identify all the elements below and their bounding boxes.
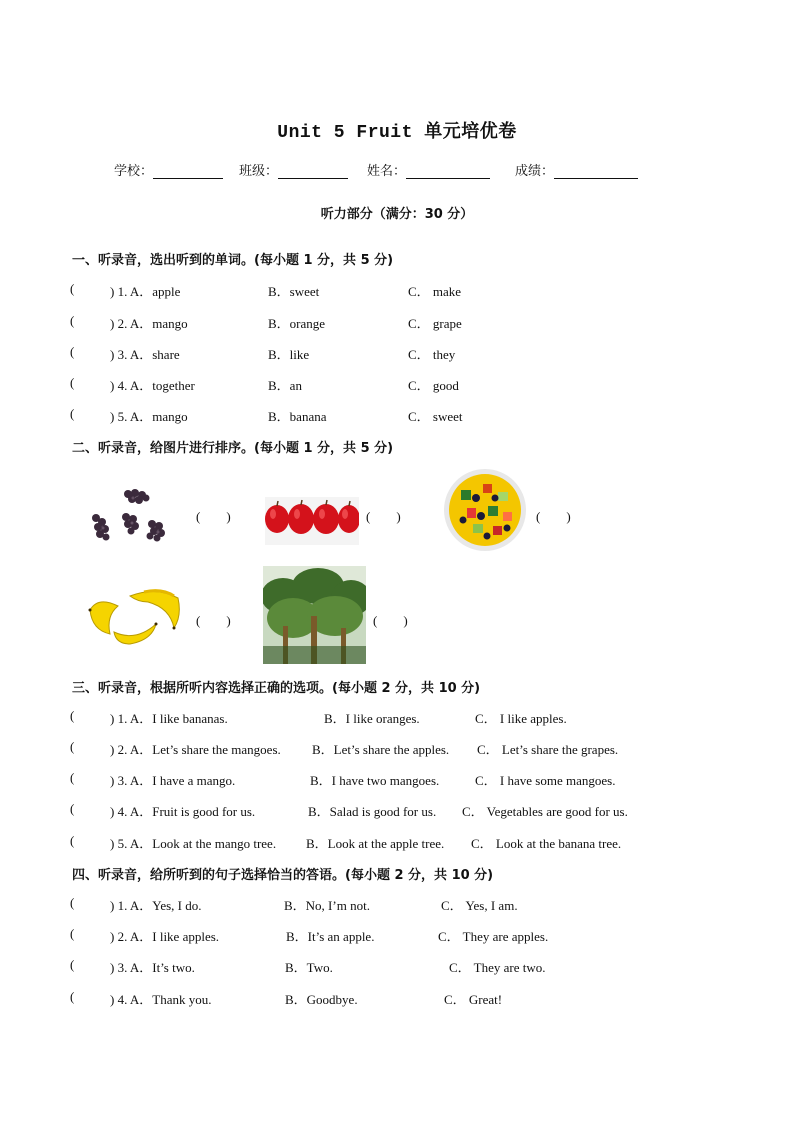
question-a: ) 1. A．apple [110, 284, 181, 299]
question-a: ) 3. A．share [110, 347, 180, 362]
section-3-heading: 三、听录音，根据所听内容选择正确的选项。(每小题 2 分，共 10 分) [72, 681, 481, 696]
option-c: C． They are apples. [438, 929, 549, 944]
option-c: C． Great! [444, 992, 503, 1007]
option-b: B．It’s an apple. [286, 929, 375, 944]
section-4-heading: 四、听录音，给所听到的句子选择恰当的答语。(每小题 2 分，共 10 分) [72, 868, 494, 883]
answer-paren[interactable]: ( [70, 708, 75, 723]
option-b: B．orange [268, 316, 326, 331]
section-2-heading: 二、听录音，给图片进行排序。(每小题 1 分，共 5 分) [72, 441, 394, 456]
answer-paren[interactable]: ( [70, 957, 75, 972]
name-label: 姓名： [367, 164, 407, 179]
class-field [239, 160, 348, 179]
question-a: ) 5. A．Look at the mango tree. [110, 836, 277, 851]
option-b: B．Salad is good for us. [308, 804, 437, 819]
grapes-picture [88, 484, 172, 548]
answer-paren[interactable]: ( [70, 281, 75, 296]
question-a: ) 4. A．Fruit is good for us. [110, 804, 256, 819]
option-b: B．Two. [285, 960, 333, 975]
option-c: C． Vegetables are good for us. [462, 804, 628, 819]
section-1-heading: 一、听录音，选出听到的单词。(每小题 1 分，共 5 分) [72, 253, 394, 268]
option-c: C． Look at the banana tree. [471, 836, 622, 851]
answer-paren[interactable]: ( [70, 801, 75, 816]
question-a: ) 2. A．mango [110, 316, 188, 331]
question-a: ) 4. A．Thank you. [110, 992, 212, 1007]
option-b: B．an [268, 378, 302, 393]
answer-paren[interactable]: ( [70, 895, 75, 910]
class-blank[interactable] [278, 164, 348, 179]
answer-paren[interactable]: ( [70, 313, 75, 328]
option-b: B．I have two mangoes. [310, 773, 440, 788]
question-a: ) 2. A．Let’s share the mangoes. [110, 742, 281, 757]
school-blank[interactable] [153, 164, 223, 179]
bananas-picture [86, 586, 184, 646]
answer-paren[interactable]: ( [70, 344, 75, 359]
option-c: C． Let’s share the grapes. [477, 742, 619, 757]
answer-paren[interactable]: ( [70, 989, 75, 1004]
answer-paren[interactable]: ( [70, 926, 75, 941]
apples-picture [265, 497, 359, 545]
question-a: ) 4. A．together [110, 378, 195, 393]
question-a: ) 2. A．I like apples. [110, 929, 220, 944]
order-paren[interactable]: ( ) [536, 509, 571, 524]
option-c: C． sweet [408, 409, 463, 424]
class-label: 班级： [239, 164, 279, 179]
option-b: B．Let’s share the apples. [312, 742, 450, 757]
name-blank[interactable] [406, 164, 490, 179]
answer-paren[interactable]: ( [70, 833, 75, 848]
option-c: C． I have some mangoes. [475, 773, 616, 788]
answer-paren[interactable]: ( [70, 770, 75, 785]
option-b: B．Goodbye. [285, 992, 358, 1007]
option-b: B．like [268, 347, 310, 362]
order-paren[interactable]: ( ) [196, 613, 231, 628]
question-a: ) 1. A．Yes, I do. [110, 898, 202, 913]
answer-paren[interactable]: ( [70, 375, 75, 390]
listening-header: 听力部分（满分：30 分） [320, 207, 474, 222]
option-b: B．Look at the apple tree. [306, 836, 445, 851]
option-b: B．I like oranges. [324, 711, 420, 726]
option-b: B．banana [268, 409, 327, 424]
score-label: 成绩： [515, 164, 555, 179]
score-blank[interactable] [554, 164, 638, 179]
option-c: C． They are two. [449, 960, 546, 975]
mango-tree-picture [263, 566, 366, 664]
order-paren[interactable]: ( ) [373, 613, 408, 628]
order-paren[interactable]: ( ) [196, 509, 231, 524]
page-title: Unit 5 Fruit 单元培优卷 [277, 123, 517, 143]
option-c: C． grape [408, 316, 462, 331]
option-b: B．sweet [268, 284, 320, 299]
score-field [515, 160, 638, 179]
fruit-salad-picture [443, 468, 527, 552]
order-paren[interactable]: ( ) [366, 509, 401, 524]
option-c: C． Yes, I am. [441, 898, 518, 913]
option-c: C． I like apples. [475, 711, 567, 726]
question-a: ) 1. A．I like bananas. [110, 711, 228, 726]
question-a: ) 5. A．mango [110, 409, 188, 424]
question-a: ) 3. A．I have a mango. [110, 773, 236, 788]
name-field [367, 160, 490, 179]
school-field [114, 160, 223, 179]
school-label: 学校： [114, 164, 154, 179]
option-c: C． good [408, 378, 459, 393]
answer-paren[interactable]: ( [70, 739, 75, 754]
answer-paren[interactable]: ( [70, 406, 75, 421]
option-b: B．No, I’m not. [284, 898, 370, 913]
option-c: C． make [408, 284, 462, 299]
option-c: C． they [408, 347, 456, 362]
question-a: ) 3. A．It’s two. [110, 960, 195, 975]
